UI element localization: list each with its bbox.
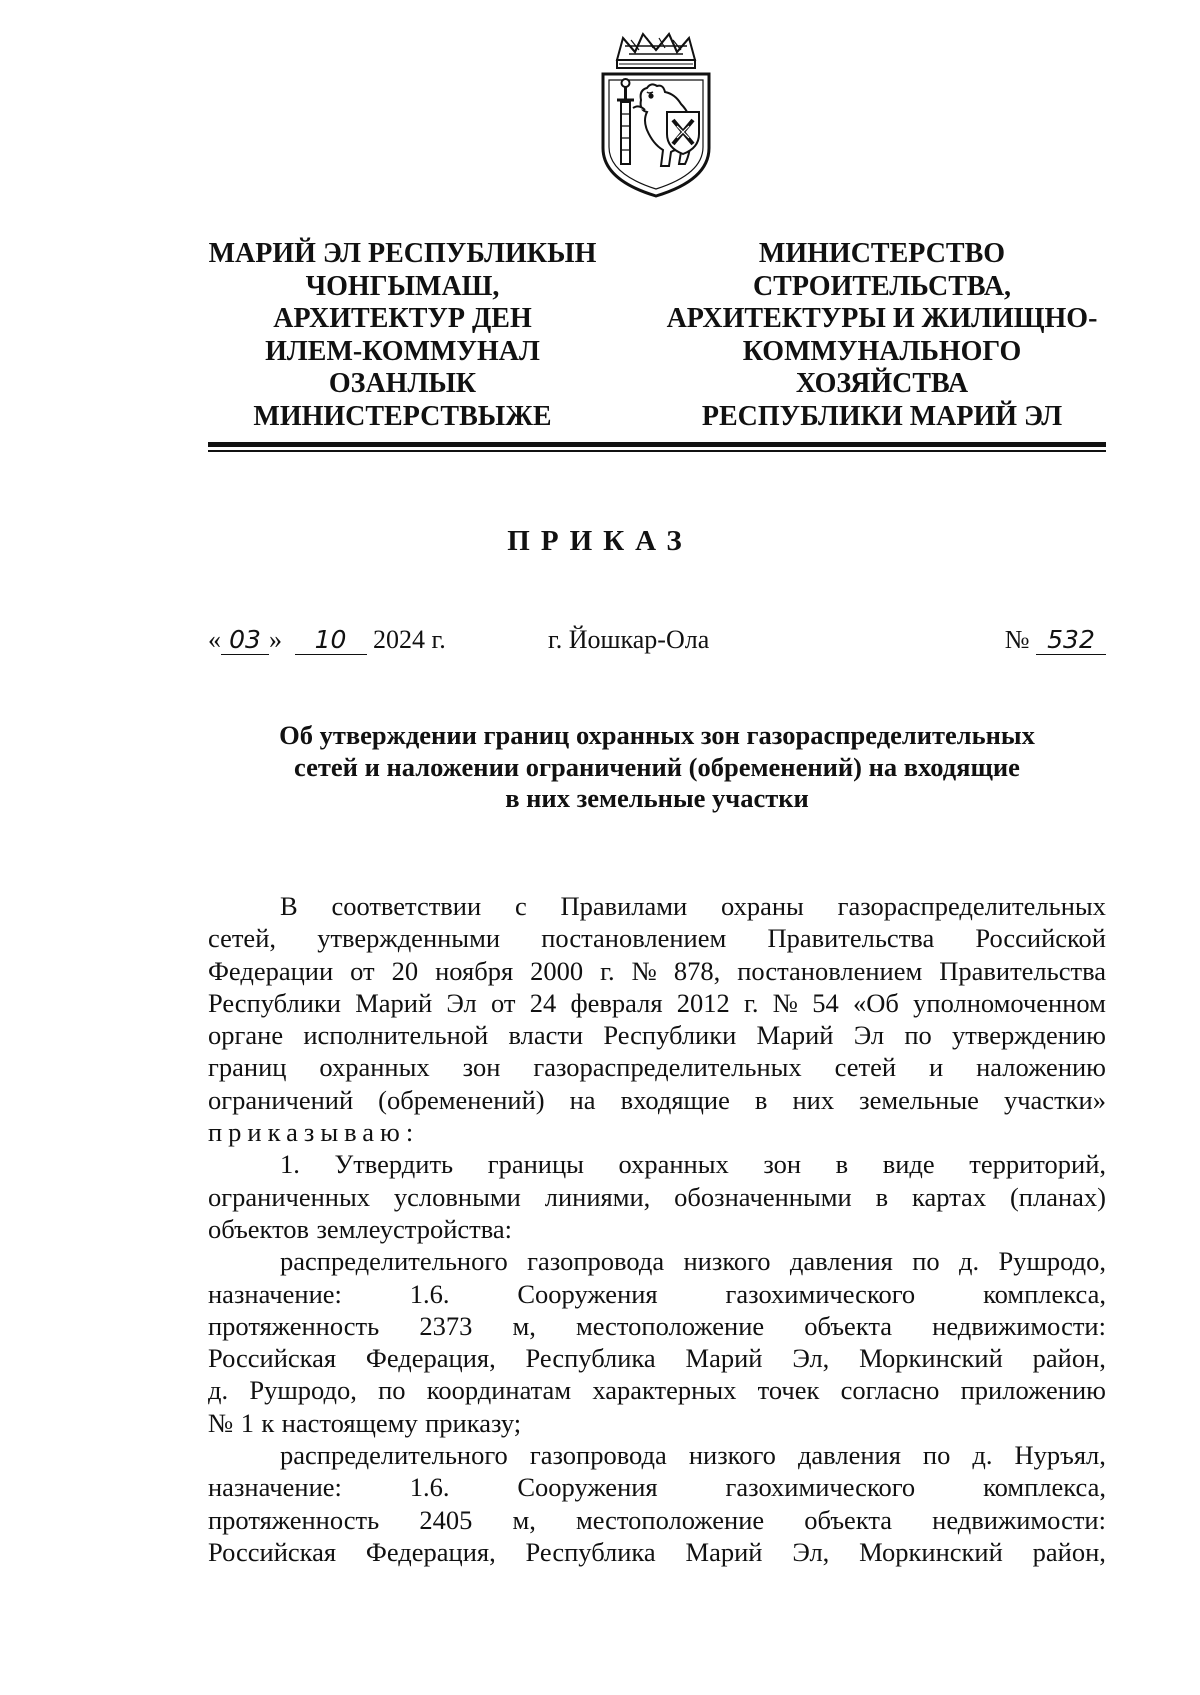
body-line: ограничений (обременений) на входящие в них земельные участки» [208, 1084, 1106, 1115]
body-line: распределительного газопровода низкого давления по д. Рушродо, [280, 1246, 1106, 1277]
header-right-line: АРХИТЕКТУРЫ И ЖИЛИЩНО- [666, 303, 1098, 334]
body-line: 1. Утвердить границы охранных зон в виде территорий, [280, 1149, 1106, 1180]
header-left-line: АРХИТЕКТУР ДЕН [273, 303, 532, 334]
body-line: Российская Федерация, Республика Марий Эл, Моркинский район, [208, 1536, 1106, 1567]
order-title: ПРИКАЗ [507, 525, 693, 557]
order-body [208, 890, 1106, 1568]
order-number [1005, 625, 1106, 655]
body-line: распределительного газопровода низкого давления по д. Нуръял, [280, 1440, 1106, 1471]
number-handwritten: 532 [1036, 626, 1106, 655]
subject-line: в них земельные участки [505, 783, 809, 813]
order-date [208, 625, 446, 655]
ministry-header [190, 238, 1125, 432]
body-line: приказываю: [208, 1117, 420, 1148]
body-line: сетей, утвержденными постановлением Правительства Российской [208, 923, 1106, 954]
body-line: В соответствии с Правилами охраны газораспределительных [280, 891, 1106, 921]
order-subject [208, 720, 1106, 815]
date-open-quote: « [208, 625, 221, 654]
body-line: № 1 к настоящему приказу; [208, 1407, 522, 1438]
header-right-line: РЕСПУБЛИКИ МАРИЙ ЭЛ [701, 400, 1063, 432]
header-mari-name [190, 238, 615, 433]
header-left-line: ОЗАНЛЫК [328, 368, 477, 399]
body-line: Российская Федерация, Республика Марий Эл, Моркинский район, [208, 1343, 1106, 1374]
header-right-line: СТРОИТЕЛЬСТВА, [752, 270, 1012, 302]
header-russian-name [652, 238, 1112, 433]
body-line: протяженность 2405 м, местоположение объекта недвижимости: [208, 1504, 1106, 1535]
header-left-line: ИЛЕМ-КОММУНАЛ [265, 335, 540, 367]
coat-of-arms-mari-el-icon [595, 30, 717, 202]
header-divider-thin [208, 450, 1106, 452]
header-divider-thick [208, 442, 1106, 447]
body-line: объектов землеустройства: [208, 1213, 513, 1244]
header-right-line: КОММУНАЛЬНОГО [742, 335, 1022, 367]
subject-line: сетей и наложении ограничений (обременений) на входящие [294, 751, 1020, 782]
body-line: ограниченных условными линиями, обозначенными в картах (планах) [208, 1181, 1106, 1212]
body-line: Республики Марий Эл от 24 февраля 2012 г. № 54 «Об уполномоченном [208, 987, 1106, 1018]
date-month-handwritten: 10 [295, 626, 367, 655]
body-line: Федерации от 20 ноября 2000 г. № 878, постановлением Правительства [208, 955, 1106, 986]
header-left-line: МИНИСТЕРСТВЫЖЕ [253, 400, 552, 432]
header-right-line: МИНИСТЕРСТВО [758, 238, 1006, 269]
body-line: органе исполнительной власти Республики Марий Эл по утверждению [208, 1020, 1106, 1051]
date-close-quote: » [269, 625, 282, 654]
body-line: назначение: 1.6. Сооружения газохимического комплекса, [208, 1472, 1106, 1503]
body-line: назначение: 1.6. Сооружения газохимического комплекса, [208, 1278, 1106, 1309]
body-line: д. Рушродо, по координатам характерных точек согласно приложению [208, 1375, 1106, 1406]
number-label: № [1004, 625, 1030, 654]
body-line: границ охранных зон газораспределительных сетей и наложению [208, 1052, 1106, 1083]
header-left-line: ЧОНГЫМАШ, [305, 270, 500, 302]
order-city: г. Йошкар-Ола [548, 625, 710, 654]
header-right-line: ХОЗЯЙСТВА [795, 368, 969, 399]
date-day-handwritten: 03 [221, 626, 269, 655]
date-year: 2024 г. [373, 625, 446, 654]
body-line: протяженность 2373 м, местоположение объекта недвижимости: [208, 1310, 1106, 1341]
header-left-line: МАРИЙ ЭЛ РЕСПУБЛИКЫН [208, 238, 597, 269]
order-date-row [208, 625, 1106, 665]
subject-line: Об утверждении границ охранных зон газораспределительных [279, 720, 1035, 750]
